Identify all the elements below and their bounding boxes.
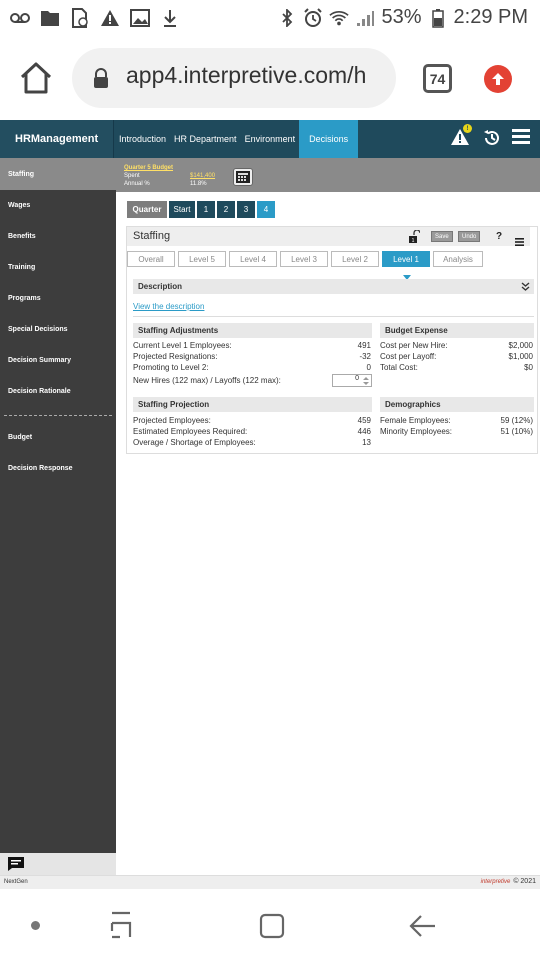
footer-copyright bbox=[481, 878, 536, 885]
sidebar-divider bbox=[4, 415, 112, 416]
quarter-tabs bbox=[127, 201, 275, 218]
folder-icon bbox=[40, 8, 60, 28]
wifi-icon bbox=[329, 8, 349, 28]
quarter-tab-1[interactable]: 1 bbox=[197, 201, 215, 218]
tab-level-3[interactable]: Level 3 bbox=[280, 251, 328, 267]
clock: 2:29 PM bbox=[453, 6, 528, 28]
history-icon[interactable] bbox=[482, 128, 502, 148]
spent-value: $141,400 bbox=[190, 173, 216, 179]
quarter-label: Quarter bbox=[127, 201, 167, 218]
level-tabs bbox=[127, 251, 483, 267]
overage-label: Overage / Shortage of Employees: bbox=[133, 438, 256, 447]
minority-employees-label: Minority Employees: bbox=[380, 427, 453, 436]
svg-text:1: 1 bbox=[411, 238, 415, 243]
nav-dot-icon bbox=[31, 921, 40, 930]
nav-environment[interactable]: Environment bbox=[244, 134, 296, 144]
quarter-tab-2[interactable]: 2 bbox=[217, 201, 235, 218]
sidebar-item-budget[interactable]: Budget bbox=[8, 434, 33, 441]
copyright-text: © 2021 bbox=[513, 878, 536, 885]
app-footer bbox=[0, 875, 540, 889]
cost-per-layoff-label: Cost per Layoff: bbox=[380, 352, 437, 361]
nav-hr-department[interactable]: HR Department bbox=[174, 134, 237, 144]
stepper-arrows-icon[interactable] bbox=[363, 376, 369, 386]
unlock-icon[interactable] bbox=[408, 230, 420, 243]
new-hires-label: New Hires (122 max) / Layoffs (122 max): bbox=[133, 376, 281, 385]
sidebar-item-decision-rationale[interactable]: Decision Rationale bbox=[8, 388, 71, 395]
help-button[interactable]: ? bbox=[496, 231, 503, 242]
employees-required-label: Estimated Employees Required: bbox=[133, 427, 248, 436]
sidebar-item-programs[interactable]: Programs bbox=[8, 295, 41, 302]
total-cost-label: Total Cost: bbox=[380, 363, 418, 372]
brand-title[interactable]: HRManagement bbox=[0, 120, 114, 158]
staffing-panel bbox=[126, 226, 538, 454]
alarm-icon bbox=[303, 8, 323, 28]
new-hires-stepper[interactable] bbox=[332, 374, 372, 387]
nav-introduction[interactable]: Introduction bbox=[119, 134, 167, 144]
tab-switcher-button[interactable]: 74 bbox=[423, 64, 452, 93]
home-nav-icon[interactable] bbox=[259, 913, 285, 939]
active-tab-caret-icon bbox=[403, 267, 411, 272]
lock-icon bbox=[92, 68, 110, 88]
sidebar-item-benefits[interactable]: Benefits bbox=[8, 233, 36, 240]
save-button[interactable]: Save bbox=[431, 231, 453, 242]
description-header[interactable] bbox=[133, 279, 534, 294]
download-icon bbox=[160, 8, 180, 28]
quarter-tab-3[interactable]: 3 bbox=[237, 201, 255, 218]
back-nav-icon[interactable] bbox=[409, 914, 437, 938]
total-cost-value: $0 bbox=[524, 363, 533, 372]
address-bar[interactable] bbox=[72, 48, 396, 108]
tab-level-1[interactable]: Level 1 bbox=[382, 251, 430, 267]
home-icon[interactable] bbox=[18, 60, 54, 96]
tab-level-4[interactable]: Level 4 bbox=[229, 251, 277, 267]
quarter-tab-start[interactable]: Start bbox=[169, 201, 195, 218]
system-nav-bar bbox=[0, 889, 540, 960]
description-header-label: Description bbox=[138, 282, 183, 291]
nav-decisions[interactable]: Decisions bbox=[299, 120, 358, 158]
tab-level-5[interactable]: Level 5 bbox=[178, 251, 226, 267]
alerts-icon[interactable] bbox=[450, 125, 472, 148]
sidebar-item-staffing[interactable]: Staffing bbox=[0, 158, 116, 190]
footer-version: NextGen bbox=[4, 879, 28, 885]
page-title: Staffing bbox=[133, 230, 171, 242]
tab-level-2[interactable]: Level 2 bbox=[331, 251, 379, 267]
bluetooth-icon bbox=[277, 8, 297, 28]
top-nav bbox=[115, 120, 358, 158]
budget-summary-bar bbox=[116, 158, 540, 192]
app-header bbox=[0, 120, 540, 158]
annual-label: Annual % bbox=[124, 181, 150, 187]
menu-icon[interactable] bbox=[512, 128, 532, 148]
tab-analysis[interactable]: Analysis bbox=[433, 251, 483, 267]
employees-required-value: 446 bbox=[357, 427, 371, 436]
calculator-icon[interactable] bbox=[233, 168, 253, 186]
chat-area bbox=[0, 853, 116, 875]
projected-resignations-label: Projected Resignations: bbox=[133, 352, 218, 361]
projected-employees-label: Projected Employees: bbox=[133, 416, 211, 425]
sidebar-item-decision-summary[interactable]: Decision Summary bbox=[8, 357, 72, 364]
battery-percent: 53% bbox=[381, 6, 422, 28]
status-bar bbox=[0, 0, 540, 38]
quarter-budget-link[interactable]: Quarter 5 Budget bbox=[124, 165, 174, 171]
tab-overall[interactable]: Overall bbox=[127, 251, 175, 267]
demographics-header: Demographics bbox=[380, 397, 534, 412]
minority-employees-value: 51 (10%) bbox=[500, 427, 533, 436]
signal-icon bbox=[355, 8, 375, 28]
options-menu-icon[interactable] bbox=[515, 233, 524, 241]
upgrade-arrow-icon[interactable] bbox=[484, 65, 512, 93]
promoting-label: Promoting to Level 2: bbox=[133, 363, 209, 372]
image-icon bbox=[130, 8, 150, 28]
sidebar-item-special-decisions[interactable]: Special Decisions bbox=[8, 326, 68, 333]
battery-icon bbox=[428, 8, 448, 28]
quarter-tab-4[interactable]: 4 bbox=[257, 201, 275, 218]
undo-button[interactable]: Undo bbox=[458, 231, 480, 242]
annual-value: 11.8% bbox=[190, 181, 207, 187]
current-employees-label: Current Level 1 Employees: bbox=[133, 341, 232, 350]
recent-apps-icon[interactable] bbox=[108, 911, 134, 939]
projected-resignations-value: -32 bbox=[359, 352, 371, 361]
file-clock-icon bbox=[70, 8, 90, 28]
budget-expense-header: Budget Expense bbox=[380, 323, 534, 338]
female-employees-label: Female Employees: bbox=[380, 416, 451, 425]
voicemail-icon bbox=[10, 8, 30, 28]
cost-per-hire-label: Cost per New Hire: bbox=[380, 341, 448, 350]
projected-employees-value: 459 bbox=[357, 416, 371, 425]
female-employees-value: 59 (12%) bbox=[500, 416, 533, 425]
chat-icon[interactable] bbox=[7, 856, 25, 872]
promoting-value: 0 bbox=[366, 363, 371, 372]
current-employees-value: 491 bbox=[357, 341, 371, 350]
browser-toolbar bbox=[0, 38, 540, 120]
url-text: app4.interpretive.com/h bbox=[126, 62, 367, 88]
cost-per-hire-value: $2,000 bbox=[508, 341, 533, 350]
new-hires-value: 0 bbox=[355, 375, 359, 382]
staffing-title-bar bbox=[127, 227, 530, 246]
warning-icon bbox=[100, 8, 120, 28]
sidebar-item-wages[interactable]: Wages bbox=[8, 202, 31, 209]
spent-label: Spent bbox=[124, 173, 140, 179]
cost-per-layoff-value: $1,000 bbox=[508, 352, 533, 361]
view-description-link[interactable]: View the description bbox=[133, 302, 205, 311]
staffing-adjustments-header: Staffing Adjustments bbox=[133, 323, 372, 338]
sidebar bbox=[0, 158, 116, 855]
sidebar-item-training[interactable]: Training bbox=[8, 264, 36, 271]
staffing-projection-header: Staffing Projection bbox=[133, 397, 372, 412]
section-divider bbox=[133, 316, 534, 317]
collapse-chevrons-icon[interactable] bbox=[521, 282, 530, 291]
sidebar-item-decision-response[interactable]: Decision Response bbox=[8, 465, 73, 472]
alert-badge: ! bbox=[463, 124, 472, 133]
overage-value: 13 bbox=[362, 438, 371, 447]
interpretive-logo: interpretive bbox=[480, 879, 511, 885]
